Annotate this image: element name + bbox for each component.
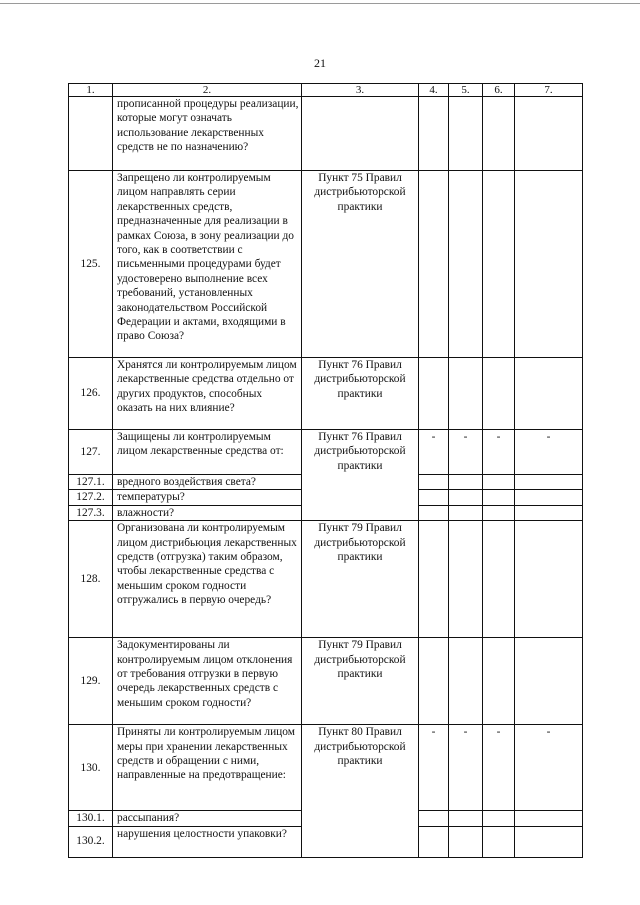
table-row	[69, 430, 583, 475]
question-text: прописанной процедуры реализации, которые могут означать использование лекарственных средств не по назначению?	[113, 97, 302, 171]
table-row	[69, 638, 583, 725]
cell-5: -	[449, 430, 483, 475]
question-text: Организована ли контролируемым лицом дистрибьюция лекарственных средств (отгрузка) таким образом, чтобы лекарственные средства с меньшим сроком годности отгружались в первую очередь?	[113, 521, 302, 638]
row-number: 127.1.	[69, 475, 113, 490]
row-number: 127.2.	[69, 490, 113, 505]
row-number: 125.	[69, 171, 113, 358]
col-header-4: 4.	[419, 84, 449, 97]
cell-6: -	[483, 725, 515, 811]
reference: Пункт 76 Правил дистрибьюторской практики	[302, 430, 419, 521]
row-number: 129.	[69, 638, 113, 725]
header-row	[69, 84, 583, 97]
col-header-5: 5.	[449, 84, 483, 97]
question-text: Запрещено ли контролируемым лицом направлять серии лекарственных средств, предназначенные для реализации в рамках Союза, в зону реализации до того, как в соответствии с письменными процедурами будет удостоверено выполнение всех требований, установленных законодательством Российской Федерации и актами, входящими в право Союза?	[113, 171, 302, 358]
question-text: Приняты ли контролируемым лицом меры при хранении лекарственных средств и обращении с ними, направленные на предотвращение:	[113, 725, 302, 811]
table-row	[69, 358, 583, 430]
col-header-6: 6.	[483, 84, 515, 97]
row-number: 130.2.	[69, 826, 113, 857]
question-text: влажности?	[113, 505, 302, 520]
reference: Пункт 79 Правил дистрибьюторской практики	[302, 521, 419, 638]
reference: Пункт 79 Правил дистрибьюторской практики	[302, 638, 419, 725]
top-rule	[0, 3, 640, 4]
table-row	[69, 725, 583, 811]
reference	[302, 97, 419, 171]
cell-7: -	[515, 725, 583, 811]
question-text: нарушения целостности упаковки?	[113, 826, 302, 857]
cell-7: -	[515, 430, 583, 475]
question-text: вредного воздействия света?	[113, 475, 302, 490]
cell-6: -	[483, 430, 515, 475]
row-number	[69, 97, 113, 171]
question-text: Хранятся ли контролируемым лицом лекарственные средства отдельно от других продуктов, способных оказать на них влияние?	[113, 358, 302, 430]
question-text: Задокументированы ли контролируемым лицом отклонения от требования отгрузки в первую очередь лекарственных средств с меньшим сроком годности?	[113, 638, 302, 725]
col-header-7: 7.	[515, 84, 583, 97]
checklist-table	[68, 83, 583, 858]
col-header-2: 2.	[113, 84, 302, 97]
row-number: 128.	[69, 521, 113, 638]
table-row	[69, 97, 583, 171]
row-number: 130.1.	[69, 811, 113, 826]
question-text: температуры?	[113, 490, 302, 505]
row-number: 127.3.	[69, 505, 113, 520]
cell-4: -	[419, 430, 449, 475]
col-header-3: 3.	[302, 84, 419, 97]
row-number: 130.	[69, 725, 113, 811]
col-header-1: 1.	[69, 84, 113, 97]
page-number: 21	[314, 56, 326, 70]
row-number: 127.	[69, 430, 113, 475]
reference: Пункт 76 Правил дистрибьюторской практики	[302, 358, 419, 430]
table-row	[69, 171, 583, 358]
question-text: рассыпания?	[113, 811, 302, 826]
question-text: Защищены ли контролируемым лицом лекарственные средства от:	[113, 430, 302, 475]
cell-5: -	[449, 725, 483, 811]
cell-4: -	[419, 725, 449, 811]
row-number: 126.	[69, 358, 113, 430]
table-row	[69, 521, 583, 638]
reference: Пункт 80 Правил дистрибьюторской практики	[302, 725, 419, 857]
reference: Пункт 75 Правил дистрибьюторской практики	[302, 171, 419, 358]
